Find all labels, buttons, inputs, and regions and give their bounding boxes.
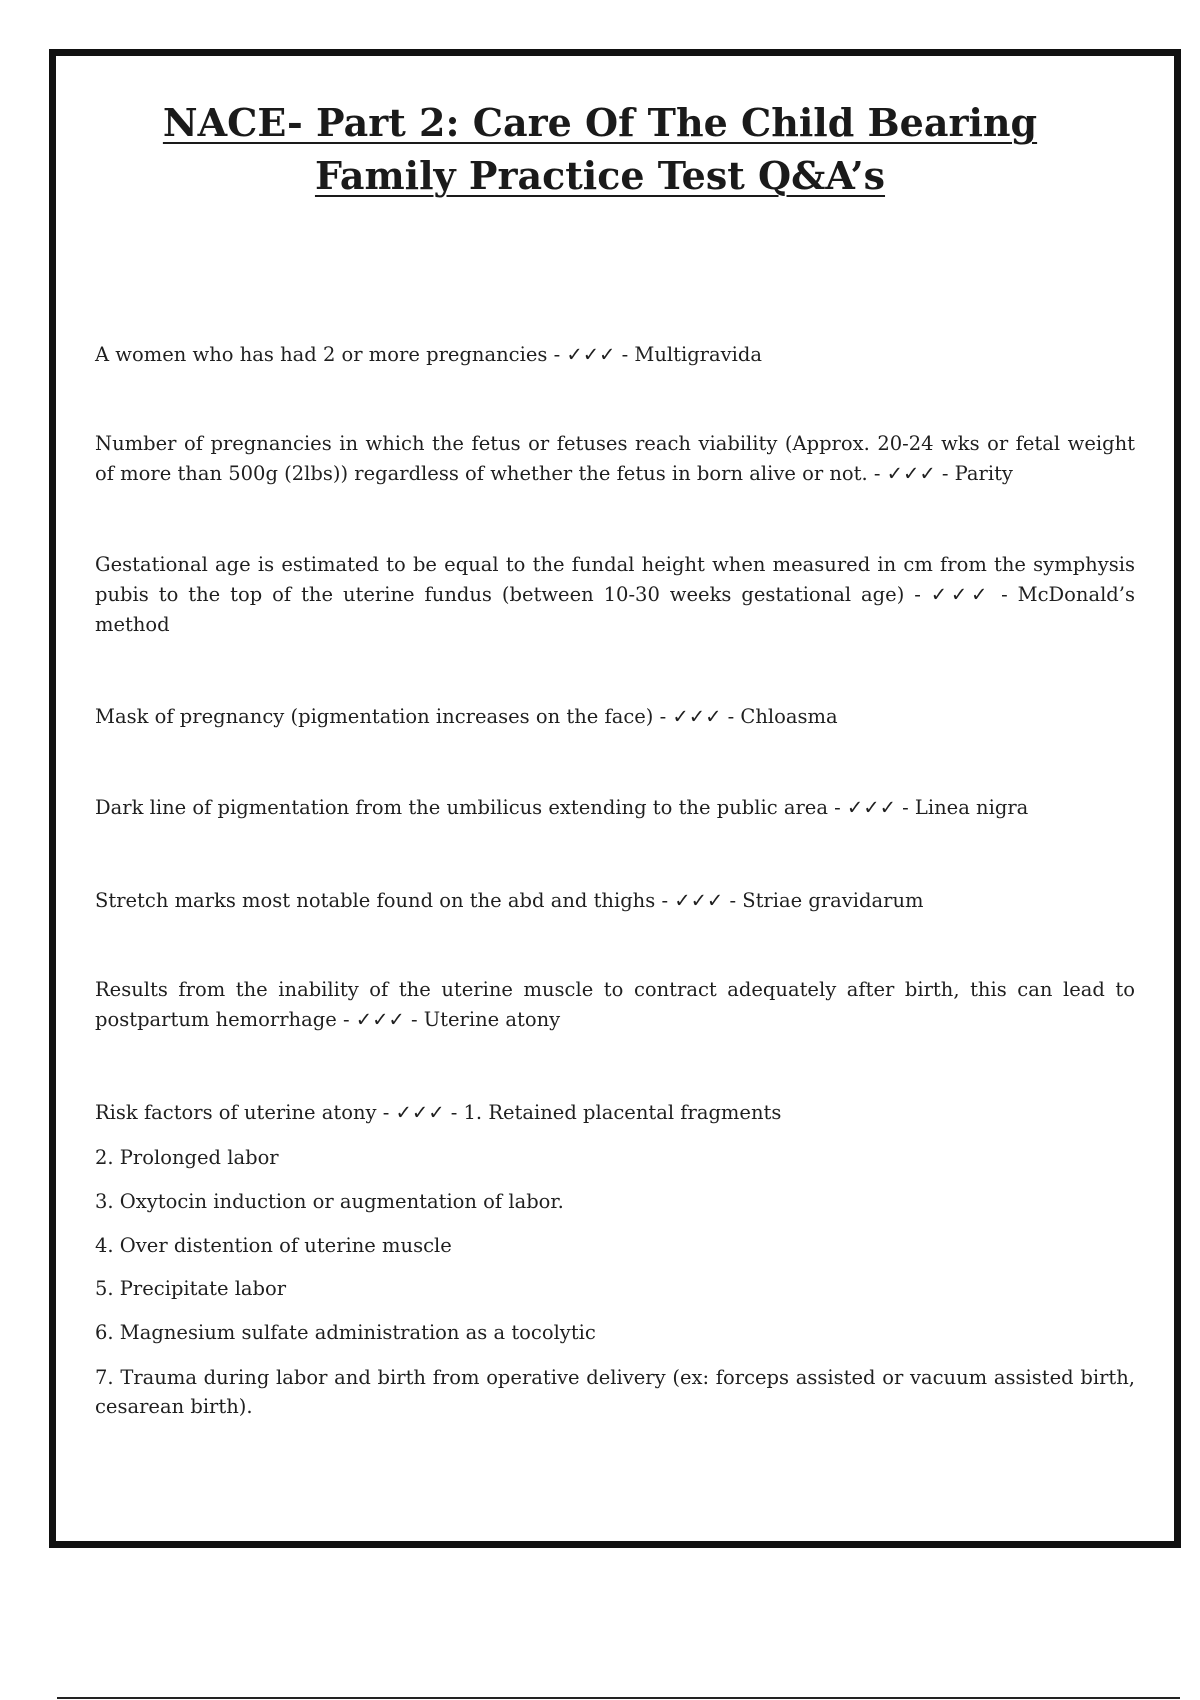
qa-item: Risk factors of uterine atony - ✓✓✓ - 1. Retained placental fragments <box>95 1101 782 1124</box>
title-line-1: NACE- Part 2: Care Of The Child Bearing <box>162 100 1038 145</box>
qa-item: A women who has had 2 or more pregnancies - ✓✓✓ - Multigravida <box>95 343 762 366</box>
document-title <box>0 96 1200 202</box>
qa-item: Gestational age is estimated to be equal to the fundal height when measured in cm from the symphysis pubis to the top of the uterine fundus (between 10-30 weeks gestational age) - ✓✓✓ - McDonald’s method <box>95 553 1135 636</box>
list-item: 4. Over distention of uterine muscle <box>95 1234 452 1257</box>
list-item: 7. Trauma during labor and birth from operative delivery (ex: forceps assisted or vacuum assisted birth, cesarean birth). <box>95 1366 1135 1418</box>
qa-item: Results from the inability of the uterine muscle to contract adequately after birth, this can lead to postpartum hemorrhage - ✓✓✓ - Uterine atony <box>95 978 1135 1031</box>
qa-item: Mask of pregnancy (pigmentation increases on the face) - ✓✓✓ - Chloasma <box>95 705 838 728</box>
list-item: 5. Precipitate labor <box>95 1277 287 1300</box>
title-line-2: Family Practice Test Q&A’s <box>314 153 886 198</box>
qa-item: Number of pregnancies in which the fetus or fetuses reach viability (Approx. 20-24 wks or fetal weight of more than 500g (2lbs)) regardless of whether the fetus in born alive or not. - ✓✓✓ - Parity <box>95 432 1135 485</box>
list-item: 6. Magnesium sulfate administration as a tocolytic <box>95 1321 596 1344</box>
list-item: 2. Prolonged labor <box>95 1146 279 1169</box>
footer-rule <box>57 1697 1180 1699</box>
qa-item: Dark line of pigmentation from the umbilicus extending to the public area - ✓✓✓ - Linea nigra <box>95 796 1029 819</box>
list-item: 3. Oxytocin induction or augmentation of labor. <box>95 1190 564 1213</box>
qa-item: Stretch marks most notable found on the abd and thighs - ✓✓✓ - Striae gravidarum <box>95 889 924 912</box>
